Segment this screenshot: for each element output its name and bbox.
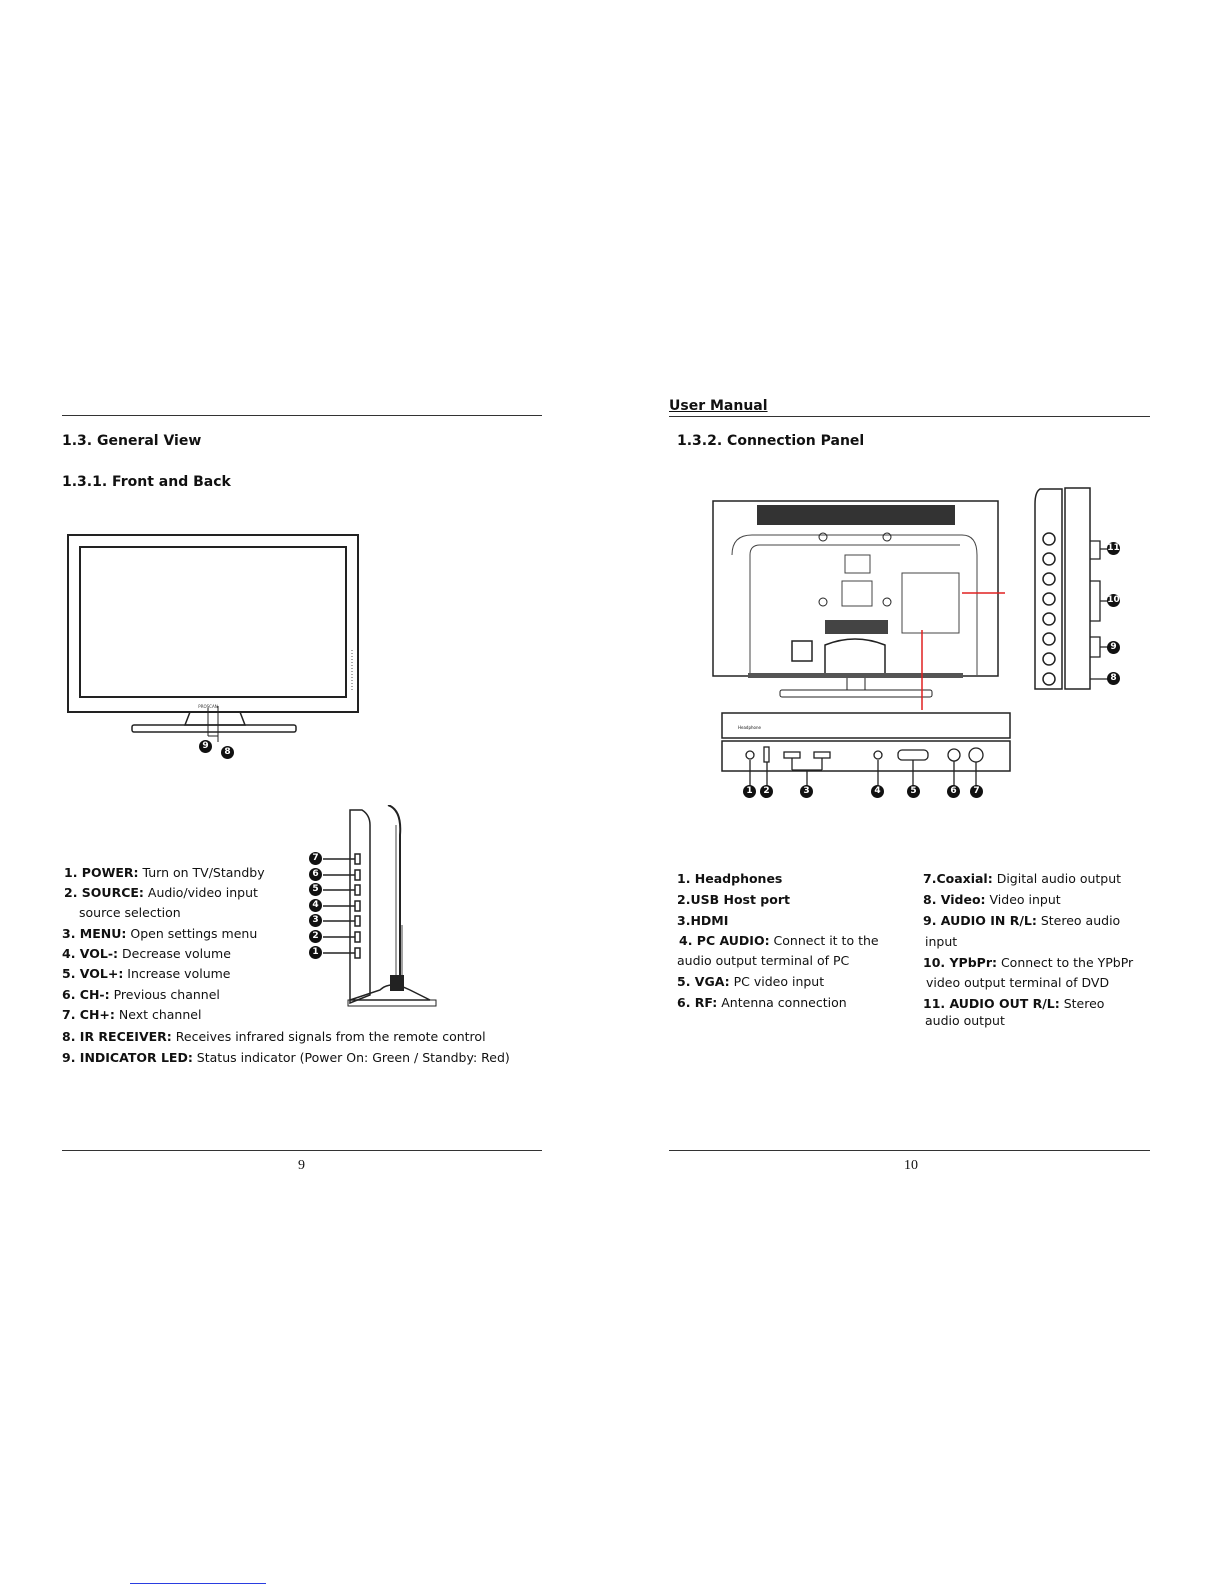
port-callout-1: 1 [743,785,756,798]
list-item: 8. Video: Video input [923,892,1061,907]
subsection-title: 1.3.1. Front and Back [62,474,231,490]
port-callout-4: 4 [871,785,884,798]
callout-9: 9 [199,740,212,753]
port-callout-3: 3 [800,785,813,798]
header-rule-left [62,415,542,416]
bottom-panel-diagram [718,710,1014,790]
callout-8: 8 [221,746,234,759]
list-item: video output terminal of DVD [926,975,1110,990]
list-item: 6. CH-: Previous channel [62,987,220,1002]
port-callout-7: 7 [970,785,983,798]
list-item: 2. SOURCE: Audio/video input [64,885,258,900]
subsection-title: 1.3.2. Connection Panel [677,433,865,449]
side-callout-2: 2 [309,930,322,943]
header-rule-right [669,416,1150,417]
headphone-label: Headphone [738,725,761,730]
list-item: 1. POWER: Turn on TV/Standby [64,865,265,880]
list-item: 9. AUDIO IN R/L: Stereo audio [923,913,1121,928]
list-item: 8. IR RECEIVER: Receives infrared signals from the remote control [62,1029,486,1044]
footer-rule-right [669,1150,1150,1151]
side-callout-7: 7 [309,852,322,865]
side-callout-9: 9 [1107,641,1120,654]
tv-front-diagram [60,530,370,745]
side-callout-11: 11 [1107,543,1120,553]
link-underline[interactable] [130,1583,266,1584]
list-item: 3. MENU: Open settings menu [62,926,258,941]
side-callout-6: 6 [309,868,322,881]
list-item: 7.Coaxial: Digital audio output [923,871,1122,886]
list-item: 7. CH+: Next channel [62,1007,202,1022]
footer-rule-left [62,1150,542,1151]
svg-text:PROSCAN: PROSCAN [198,704,218,709]
list-item: 6. RF: Antenna connection [677,995,847,1010]
tv-side-diagram [320,805,445,1015]
side-callout-10: 10 [1107,595,1120,605]
list-item: 5. VGA: PC video input [677,974,825,989]
list-item: 2.USB Host port [677,892,790,907]
side-callout-4: 4 [309,899,322,912]
list-item: 5. VOL+: Increase volume [62,966,231,981]
list-item: 1. Headphones [677,871,783,886]
list-item: 4. PC AUDIO: Connect it to the [679,933,879,948]
list-item: 3.HDMI [677,913,729,928]
port-callout-6: 6 [947,785,960,798]
side-callout-1: 1 [309,946,322,959]
list-item: input [925,934,958,949]
side-callout-8: 8 [1107,672,1120,685]
side-panel-diagram [1030,484,1095,694]
side-callout-3: 3 [309,914,322,927]
list-item: 11. AUDIO OUT R/L: Stereo [923,996,1105,1011]
side-callout-5: 5 [309,883,322,896]
list-item: 10. YPbPr: Connect to the YPbPr [923,955,1134,970]
tv-back-diagram [710,495,1005,710]
section-title: 1.3. General View [62,433,202,449]
list-item: audio output [925,1013,1005,1028]
port-callout-2: 2 [760,785,773,798]
list-item: 4. VOL-: Decrease volume [62,946,231,961]
side-callout-brackets [1088,535,1113,690]
port-callout-5: 5 [907,785,920,798]
page-number-left: 9 [298,1158,305,1173]
list-item: 9. INDICATOR LED: Status indicator (Power On: Green / Standby: Red) [62,1050,510,1065]
list-item: source selection [79,905,181,920]
running-header: User Manual [669,398,768,414]
list-item: audio output terminal of PC [677,953,850,968]
page-number-right: 10 [904,1158,918,1173]
